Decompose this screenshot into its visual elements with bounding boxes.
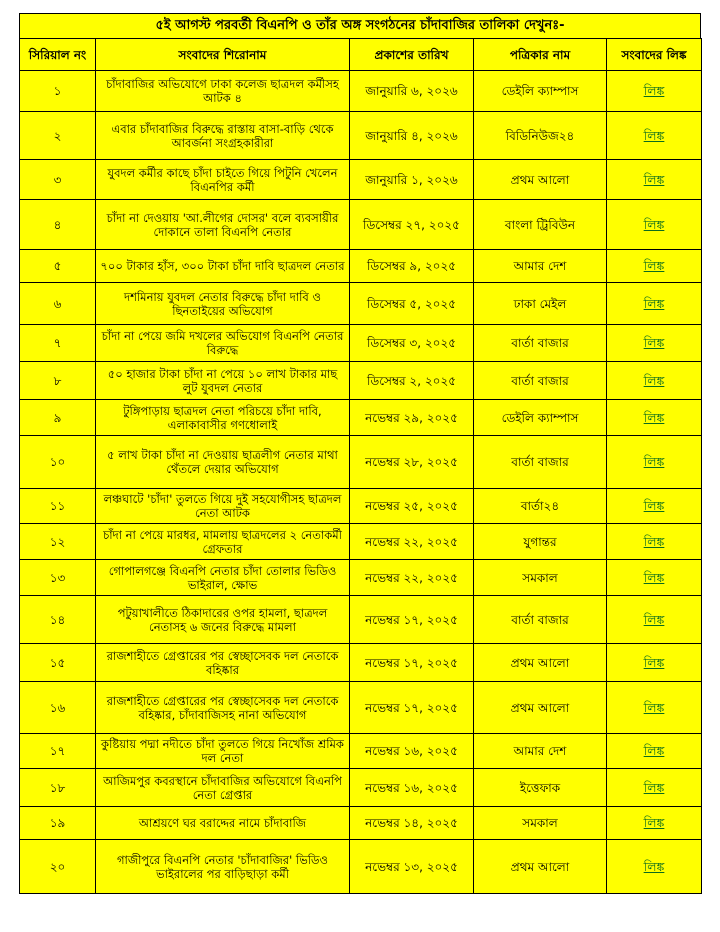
- news-link[interactable]: লিঙ্ক: [643, 533, 665, 549]
- headline-cell: পটুয়াখালীতে ঠিকাদারের ওপর হামলা, ছাত্রদল নেতাসহ ৬ জনের বিরুদ্ধে মামলা: [96, 596, 350, 644]
- paper-cell: যুগান্তর: [474, 524, 607, 560]
- link-cell: [607, 769, 702, 807]
- news-link[interactable]: লিঙ্ক: [643, 171, 665, 187]
- serial-cell: ১৯: [20, 807, 96, 840]
- paper-cell: বার্তা বাজার: [474, 325, 607, 362]
- link-cell: [607, 840, 702, 894]
- date-cell: ডিসেম্বর ২, ২০২৫: [350, 362, 474, 400]
- headline-cell: রাজশাহীতে গ্রেপ্তারের পর স্বেচ্ছাসেবক দল নেতাকে বহিষ্কার, চাঁদাবাজিসহ নানা অভিযোগ: [96, 682, 350, 734]
- headline-cell: এবার চাঁদাবাজির বিরুদ্ধে রাস্তায় বাসা-বাড়ি থেকে আবর্জনা সংগ্রহকারীরা: [96, 112, 350, 160]
- link-cell: [607, 400, 702, 436]
- serial-cell: ১৫: [20, 644, 96, 682]
- news-link[interactable]: লিঙ্ক: [643, 454, 665, 469]
- serial-cell: ৩: [20, 160, 96, 200]
- table-row: [20, 489, 702, 524]
- table-row: [20, 644, 702, 682]
- headline-cell: ৫০ হাজার টাকা চাঁদা না পেয়ে ১০ লাখ টাকার মাছ লুট যুবদল নেতার: [96, 362, 350, 400]
- header-headline: সংবাদের শিরোনাম: [96, 39, 350, 71]
- serial-cell: ১৮: [20, 769, 96, 807]
- link-cell: [607, 250, 702, 283]
- serial-cell: ১২: [20, 524, 96, 560]
- paper-cell: প্রথম আলো: [474, 840, 607, 894]
- table-row: [20, 283, 702, 325]
- link-cell: [607, 283, 702, 325]
- paper-cell: ঢাকা মেইল: [474, 283, 607, 325]
- news-link[interactable]: লিঙ্ক: [643, 654, 665, 670]
- serial-cell: ১৭: [20, 734, 96, 769]
- link-cell: [607, 436, 702, 489]
- headline-cell: কুষ্টিয়ায় পদ্মা নদীতে চাঁদা তুলতে গিয়ে নিখোঁজ শ্রমিক দল নেতা: [96, 734, 350, 769]
- news-link[interactable]: লিঙ্ক: [643, 216, 665, 232]
- headline-cell: চাঁদা না দেওয়ায় 'আ.লীগের দোসর' বলে ব্যবসায়ীর দোকানে তালা বিএনপি নেতার: [96, 200, 350, 250]
- headline-cell: চাঁদা না পেয়ে জমি দখলের অভিযোগ বিএনপি নেতার বিরুদ্ধে: [96, 325, 350, 362]
- table-body: [20, 71, 702, 894]
- news-link[interactable]: লিঙ্ক: [643, 372, 665, 388]
- paper-cell: বার্তা২৪: [474, 489, 607, 524]
- date-cell: নভেম্বর ১৭, ২০২৫: [350, 682, 474, 734]
- serial-cell: ৫: [20, 250, 96, 283]
- news-link[interactable]: লিঙ্ক: [643, 335, 665, 350]
- news-link[interactable]: লিঙ্ক: [643, 498, 665, 513]
- extortion-table: [19, 38, 702, 894]
- link-cell: [607, 524, 702, 560]
- news-link[interactable]: লিঙ্ক: [643, 83, 665, 98]
- table-row: [20, 71, 702, 112]
- table-row: [20, 682, 702, 734]
- paper-cell: আমার দেশ: [474, 734, 607, 769]
- link-cell: [607, 200, 702, 250]
- table-row: [20, 807, 702, 840]
- paper-cell: বার্তা বাজার: [474, 596, 607, 644]
- serial-cell: ৭: [20, 325, 96, 362]
- link-cell: [607, 325, 702, 362]
- date-cell: ডিসেম্বর ৯, ২০২৫: [350, 250, 474, 283]
- headline-cell: আশ্রয়ণে ঘর বরাদ্দের নামে চাঁদাবাজি: [96, 807, 350, 840]
- link-cell: [607, 734, 702, 769]
- headline-cell: ৫ লাখ টাকা চাঁদা না দেওয়ায় ছাত্রলীগ নেতার মাথা থেঁতলে দেয়ার অভিযোগ: [96, 436, 350, 489]
- table-row: [20, 362, 702, 400]
- date-cell: জানুয়ারি ৬, ২০২৬: [350, 71, 474, 112]
- news-link[interactable]: লিঙ্ক: [643, 743, 665, 758]
- document: [19, 13, 701, 894]
- date-cell: নভেম্বর ১৭, ২০২৫: [350, 644, 474, 682]
- link-cell: [607, 160, 702, 200]
- table-row: [20, 436, 702, 489]
- table-row: [20, 596, 702, 644]
- link-cell: [607, 489, 702, 524]
- date-cell: নভেম্বর ১৬, ২০২৫: [350, 734, 474, 769]
- date-cell: ডিসেম্বর ৩, ২০২৫: [350, 325, 474, 362]
- link-cell: [607, 71, 702, 112]
- link-cell: [607, 596, 702, 644]
- serial-cell: ৬: [20, 283, 96, 325]
- date-cell: ডিসেম্বর ৫, ২০২৫: [350, 283, 474, 325]
- link-cell: [607, 112, 702, 160]
- paper-cell: ডেইলি ক্যাম্পাস: [474, 71, 607, 112]
- paper-cell: বার্তা বাজার: [474, 436, 607, 489]
- table-row: [20, 400, 702, 436]
- serial-cell: ৮: [20, 362, 96, 400]
- date-cell: নভেম্বর ১৭, ২০২৫: [350, 596, 474, 644]
- serial-cell: ১১: [20, 489, 96, 524]
- serial-cell: ২: [20, 112, 96, 160]
- serial-cell: ১৪: [20, 596, 96, 644]
- serial-cell: ১৩: [20, 560, 96, 596]
- table-row: [20, 840, 702, 894]
- table-row: [20, 769, 702, 807]
- paper-cell: বাংলা ট্রিবিউন: [474, 200, 607, 250]
- paper-cell: আমার দেশ: [474, 250, 607, 283]
- header-paper: পত্রিকার নাম: [474, 39, 607, 71]
- link-cell: [607, 362, 702, 400]
- header-serial: সিরিয়াল নং: [20, 39, 96, 71]
- news-link[interactable]: লিঙ্ক: [643, 779, 665, 795]
- headline-cell: টুঙ্গিপাড়ায় ছাত্রদল নেতা পরিচয়ে চাঁদা দাবি, এলাকাবাসীর গণধোলাই: [96, 400, 350, 436]
- table-row: [20, 160, 702, 200]
- paper-cell: বিডিনিউজ২৪: [474, 112, 607, 160]
- headline-cell: লঞ্চঘাটে 'চাঁদা' তুলতে গিয়ে দুই সহযোগীসহ ছাত্রদল নেতা আটক: [96, 489, 350, 524]
- news-link[interactable]: লিঙ্ক: [643, 569, 665, 585]
- headline-cell: আজিমপুর কবরস্থানে চাঁদাবাজির অভিযোগে বিএনপি নেতা গ্রেপ্তার: [96, 769, 350, 807]
- serial-cell: ১: [20, 71, 96, 112]
- serial-cell: ১০: [20, 436, 96, 489]
- paper-cell: সমকাল: [474, 807, 607, 840]
- headline-cell: চাঁদা না পেয়ে মারধর, মামলায় ছাত্রদলের ২ নেতাকর্মী গ্রেফতার: [96, 524, 350, 560]
- date-cell: নভেম্বর ২২, ২০২৫: [350, 524, 474, 560]
- table-row: [20, 560, 702, 596]
- paper-cell: প্রথম আলো: [474, 682, 607, 734]
- date-cell: নভেম্বর ২৫, ২০২৫: [350, 489, 474, 524]
- headline-cell: যুবদল কর্মীর কাছে চাঁদা চাইতে গিয়ে পিটুনি খেলেন বিএনপির কর্মী: [96, 160, 350, 200]
- news-link[interactable]: লিঙ্ক: [643, 127, 665, 143]
- link-cell: [607, 807, 702, 840]
- table-header-row: [20, 39, 702, 71]
- news-link[interactable]: লিঙ্ক: [643, 858, 665, 874]
- paper-cell: ইত্তেফাক: [474, 769, 607, 807]
- date-cell: নভেম্বর ১৩, ২০২৫: [350, 840, 474, 894]
- news-link[interactable]: লিঙ্ক: [643, 258, 665, 273]
- link-cell: [607, 644, 702, 682]
- paper-cell: সমকাল: [474, 560, 607, 596]
- date-cell: জানুয়ারি ১, ২০২৬: [350, 160, 474, 200]
- date-cell: ডিসেম্বর ২৭, ২০২৫: [350, 200, 474, 250]
- paper-cell: প্রথম আলো: [474, 644, 607, 682]
- headline-cell: গাজীপুরে বিএনপি নেতার 'চাঁদাবাজির' ভিডিও ভাইরালের পর বাড়িছাড়া কর্মী: [96, 840, 350, 894]
- news-link[interactable]: লিঙ্ক: [643, 699, 665, 715]
- header-date: প্রকাশের তারিখ: [350, 39, 474, 71]
- news-link[interactable]: লিঙ্ক: [643, 815, 665, 830]
- date-cell: জানুয়ারি ৪, ২০২৬: [350, 112, 474, 160]
- serial-cell: ২০: [20, 840, 96, 894]
- date-cell: নভেম্বর ১৬, ২০২৫: [350, 769, 474, 807]
- table-row: [20, 200, 702, 250]
- table-row: [20, 250, 702, 283]
- serial-cell: ৪: [20, 200, 96, 250]
- paper-cell: প্রথম আলো: [474, 160, 607, 200]
- news-link[interactable]: লিঙ্ক: [643, 409, 665, 425]
- serial-cell: ১৬: [20, 682, 96, 734]
- page-title: ৫ই আগস্ট পরবর্তী বিএনপি ও তাঁর অঙ্গ সংগঠনের চাঁদাবাজির তালিকা দেখুনঃ-: [19, 13, 701, 38]
- news-link[interactable]: লিঙ্ক: [643, 295, 665, 311]
- headline-cell: ৭০০ টাকার হাঁস, ৩০০ টাকা চাঁদা দাবি ছাত্রদল নেতার: [96, 250, 350, 283]
- table-row: [20, 325, 702, 362]
- headline-cell: রাজশাহীতে গ্রেপ্তারের পর স্বেচ্ছাসেবক দল নেতাকে বহিষ্কার: [96, 644, 350, 682]
- headline-cell: চাঁদাবাজির অভিযোগে ঢাকা কলেজ ছাত্রদল কর্মীসহ আটক ৪: [96, 71, 350, 112]
- date-cell: নভেম্বর ২৮, ২০২৫: [350, 436, 474, 489]
- date-cell: নভেম্বর ২২, ২০২৫: [350, 560, 474, 596]
- paper-cell: ডেইলি ক্যাম্পাস: [474, 400, 607, 436]
- link-cell: [607, 682, 702, 734]
- header-link: সংবাদের লিঙ্ক: [607, 39, 702, 71]
- table-row: [20, 734, 702, 769]
- date-cell: নভেম্বর ১৪, ২০২৫: [350, 807, 474, 840]
- headline-cell: গোপালগঞ্জে বিএনপি নেতার চাঁদা তোলার ভিডিও ভাইরাল, ক্ষোভ: [96, 560, 350, 596]
- table-row: [20, 112, 702, 160]
- date-cell: নভেম্বর ২৯, ২০২৫: [350, 400, 474, 436]
- serial-cell: ৯: [20, 400, 96, 436]
- link-cell: [607, 560, 702, 596]
- paper-cell: বার্তা বাজার: [474, 362, 607, 400]
- news-link[interactable]: লিঙ্ক: [643, 611, 665, 627]
- headline-cell: দশমিনায় যুবদল নেতার বিরুদ্ধে চাঁদা দাবি ও ছিনতাইয়ের অভিযোগ: [96, 283, 350, 325]
- table-row: [20, 524, 702, 560]
